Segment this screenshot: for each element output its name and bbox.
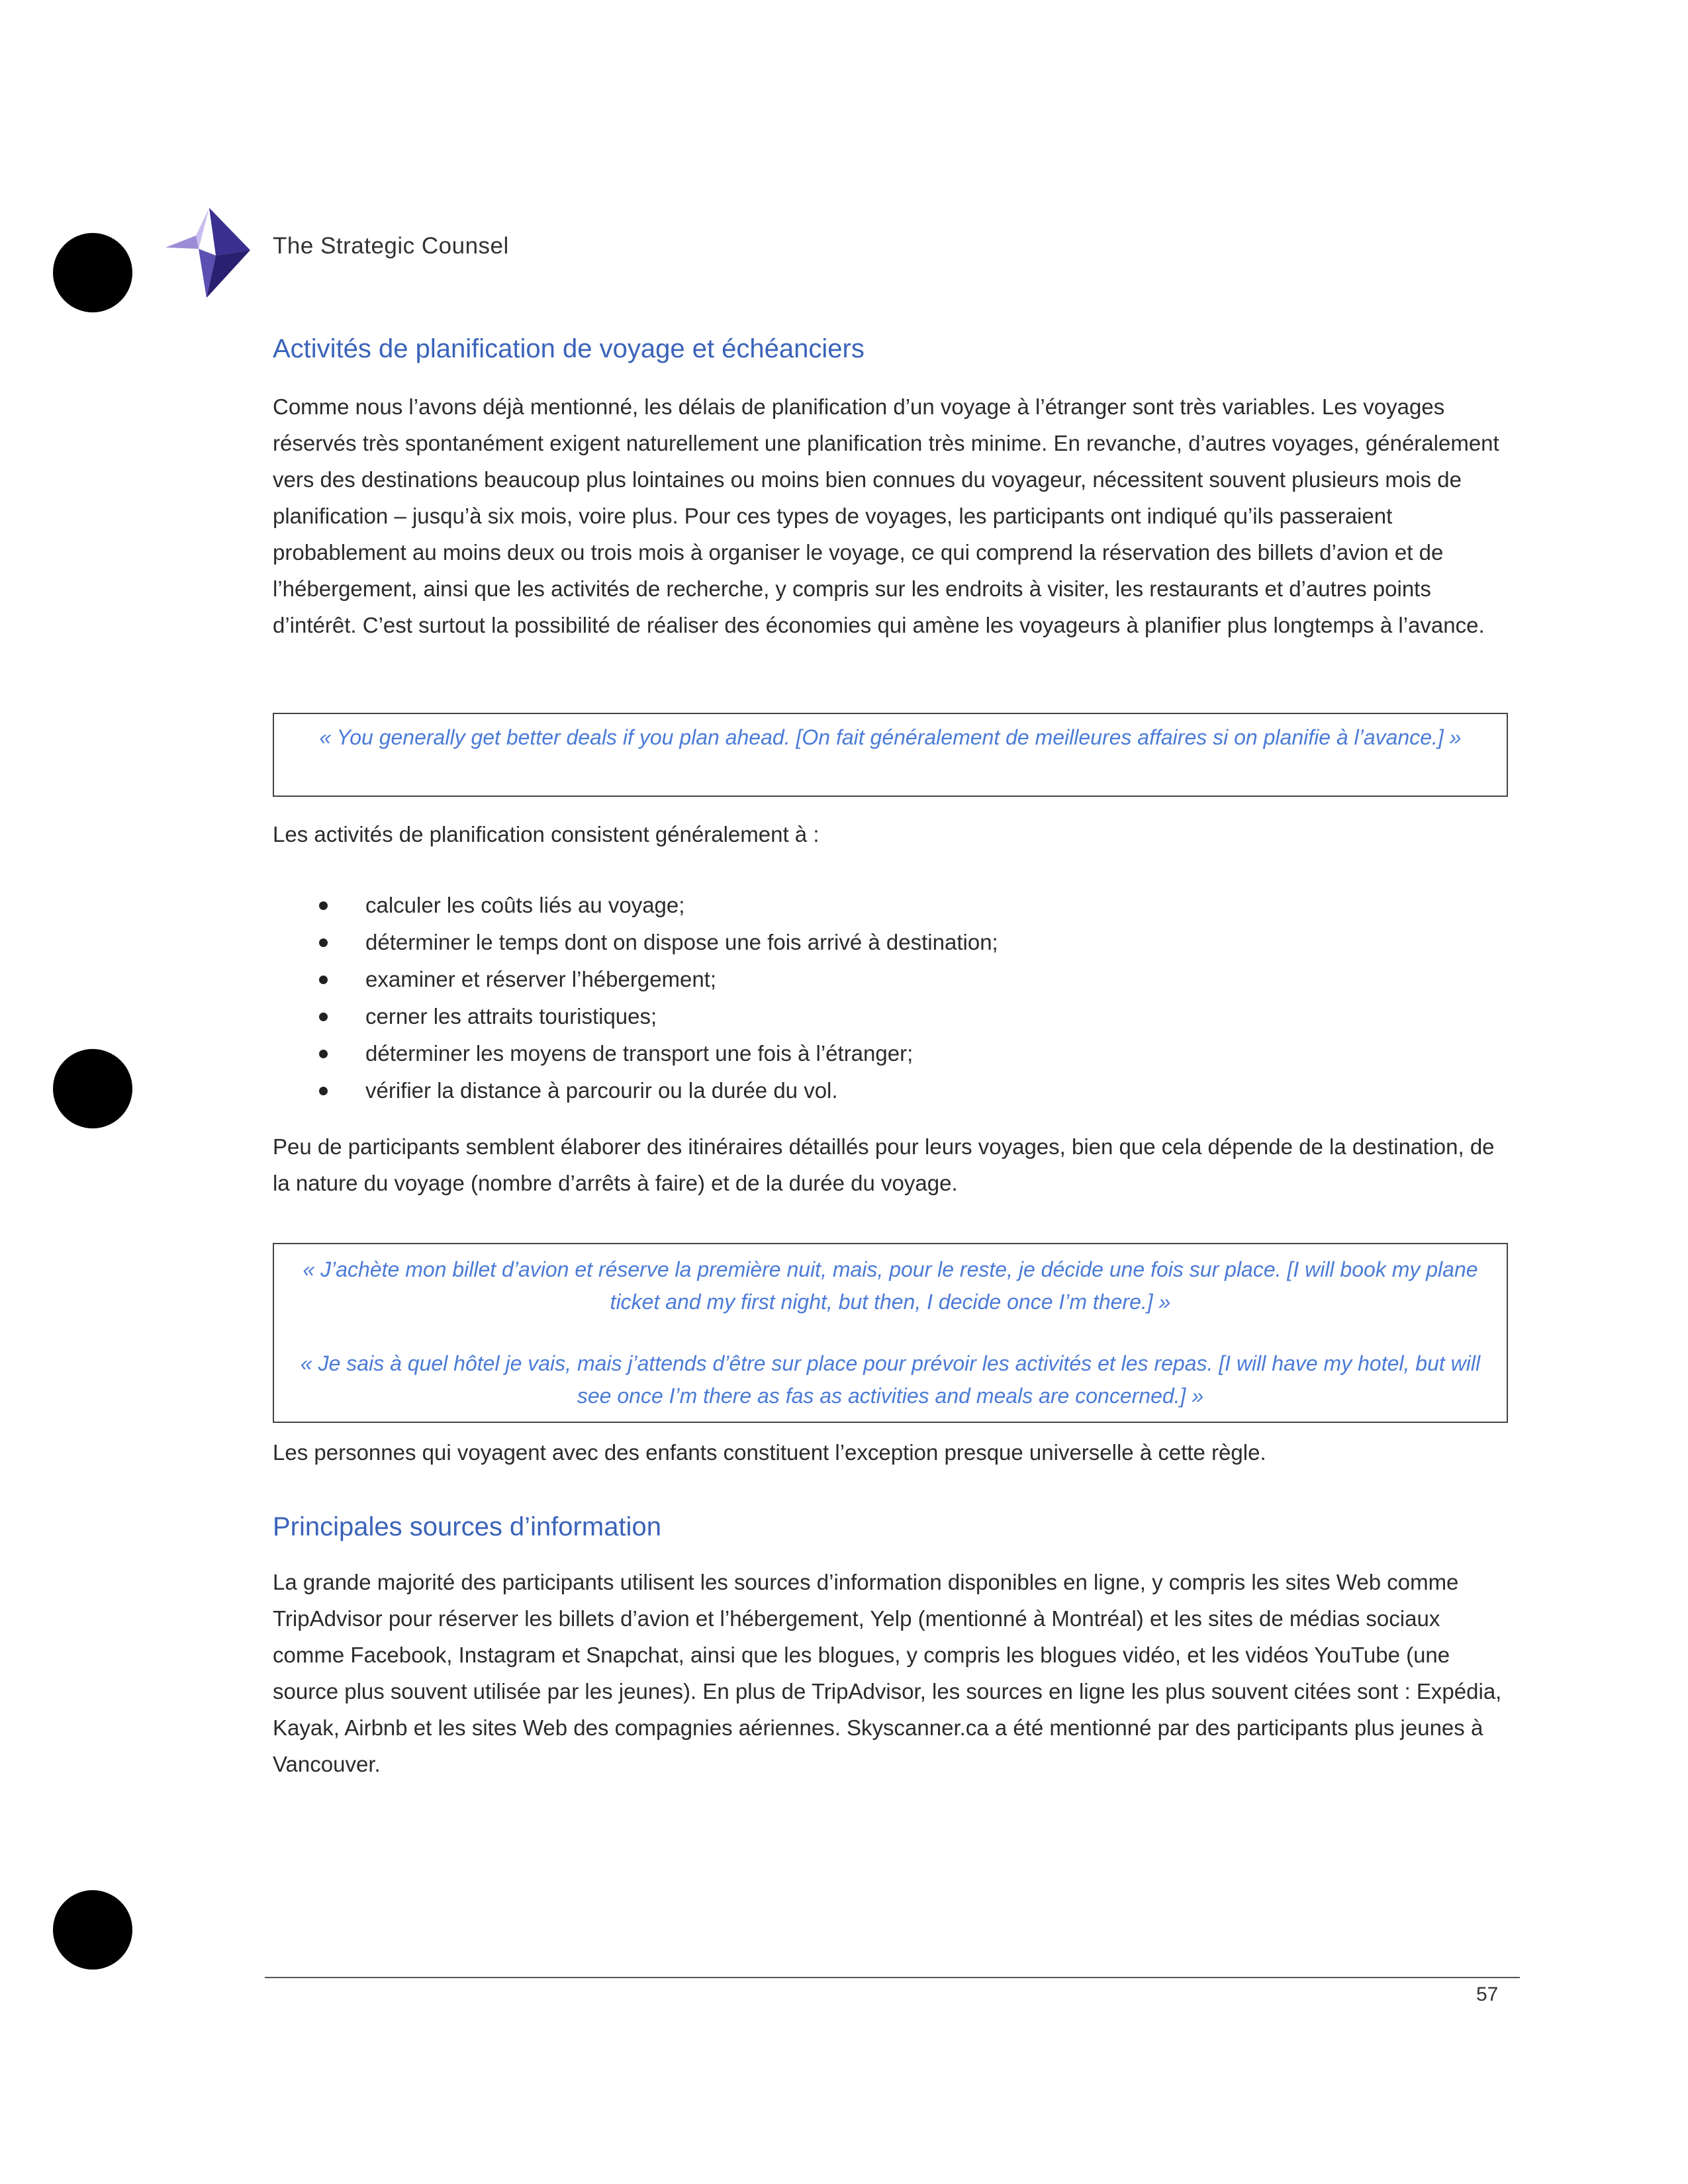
bullet-icon [319,901,328,910]
bullet-icon [319,976,328,984]
section-heading: Activités de planification de voyage et échéanciers [273,334,865,363]
bullet-icon [319,1050,328,1058]
list-item [273,924,998,961]
list-item [273,887,998,924]
paragraph: Les personnes qui voyagent avec des enfants constituent l’exception presque universelle à cette règle. [273,1440,1266,1465]
footer-divider [265,1977,1520,1978]
bullet-icon [319,1087,328,1095]
paragraph: La grande majorité des participants utilisent les sources d’information disponibles en ligne, y compris les sites Web comme TripAdvisor pour réserver les billets d’avion et l’hébergement, Yelp (mentionné à Montréal) et les sites de médias sociaux comme Facebook, Instagram et Snapchat, ainsi que les blogues, y compris les blogues vidéo, et les vidéos YouTube (une source plus souvent utilisée par les jeunes). En plus de TripAdvisor, les sources en ligne les plus souvent citées sont : Expédia, Kayak, Airbnb et les sites Web des compagnies aériennes. Skyscanner.ca a été mentionné par des participants plus jeunes à Vancouver. [273,1570,1502,1776]
quote: « You generally get better deals if you plan ahead. [On fait généralement de meilleures affaires si on planifie à l’avance.] » [319,725,1462,749]
quote: « J’achète mon billet d’avion et réserve la première nuit, mais, pour le reste, je décide une fois sur place. [I will book my plane ticket and my first night, but then, I decide once I’m there.] » [303,1257,1478,1314]
list-item-text: déterminer le temps dont on dispose une fois arrivé à destination; [365,930,998,954]
quote: « Je sais à quel hôtel je vais, mais j’attends d’être sur place pour prévoir les activités et les repas. [I will have my hotel, but will see once I’m there as fas as activities and meals are concerned.] » [300,1351,1481,1408]
bullet-icon [319,1013,328,1021]
list-item [273,1072,998,1109]
list-item [273,1035,998,1072]
list-item-text: déterminer les moyens de transport une fois à l’étranger; [365,1041,914,1066]
list-item-text: vérifier la distance à parcourir ou la durée du vol. [365,1078,838,1103]
punch-hole [53,1890,132,1970]
list-item-text: cerner les attraits touristiques; [365,1004,657,1028]
list-item [273,998,998,1035]
paragraph: Comme nous l’avons déjà mentionné, les délais de planification d’un voyage à l’étranger sont très variables. Les voyages réservés très spontanément exigent naturellement une planification très minime. En revanche, d’autres voyages, généralement vers des destinations beaucoup plus lointaines ou moins bien connues du voyageur, nécessitent souvent plusieurs mois de planification – jusqu’à six mois, voire plus. Pour ces types de voyages, les participants ont indiqué qu’ils passeraient probablement au moins deux ou trois mois à organiser le voyage, ce qui comprend la réservation des billets d’avion et de l’hébergement, ainsi que les activités de recherche, y compris sur les endroits à visiter, les restaurants et d’autres points d’intérêt. C’est surtout la possibilité de réaliser des économies qui amène les voyageurs à planifier plus longtemps à l’avance. [273,394,1499,637]
punch-hole [53,233,132,312]
section-heading: Principales sources d’information [273,1512,661,1541]
brand-name: The Strategic Counsel [273,233,509,259]
page-number: 57 [1476,1983,1499,2005]
quote-box [273,1243,1508,1423]
strategic-counsel-logo-icon [163,206,256,299]
bullet-icon [319,938,328,947]
punch-hole [53,1049,132,1128]
list-item-text: calculer les coûts liés au voyage; [365,893,685,917]
bullet-list [273,887,998,1109]
paragraph: Peu de participants semblent élaborer des itinéraires détaillés pour leurs voyages, bien que cela dépende de la destination, de la nature du voyage (nombre d’arrêts à faire) et de la durée du voyage. [273,1134,1495,1195]
list-item-text: examiner et réserver l’hébergement; [365,967,717,991]
quote-box [273,713,1508,797]
list-item [273,961,998,998]
paragraph: Les activités de planification consistent généralement à : [273,822,820,846]
